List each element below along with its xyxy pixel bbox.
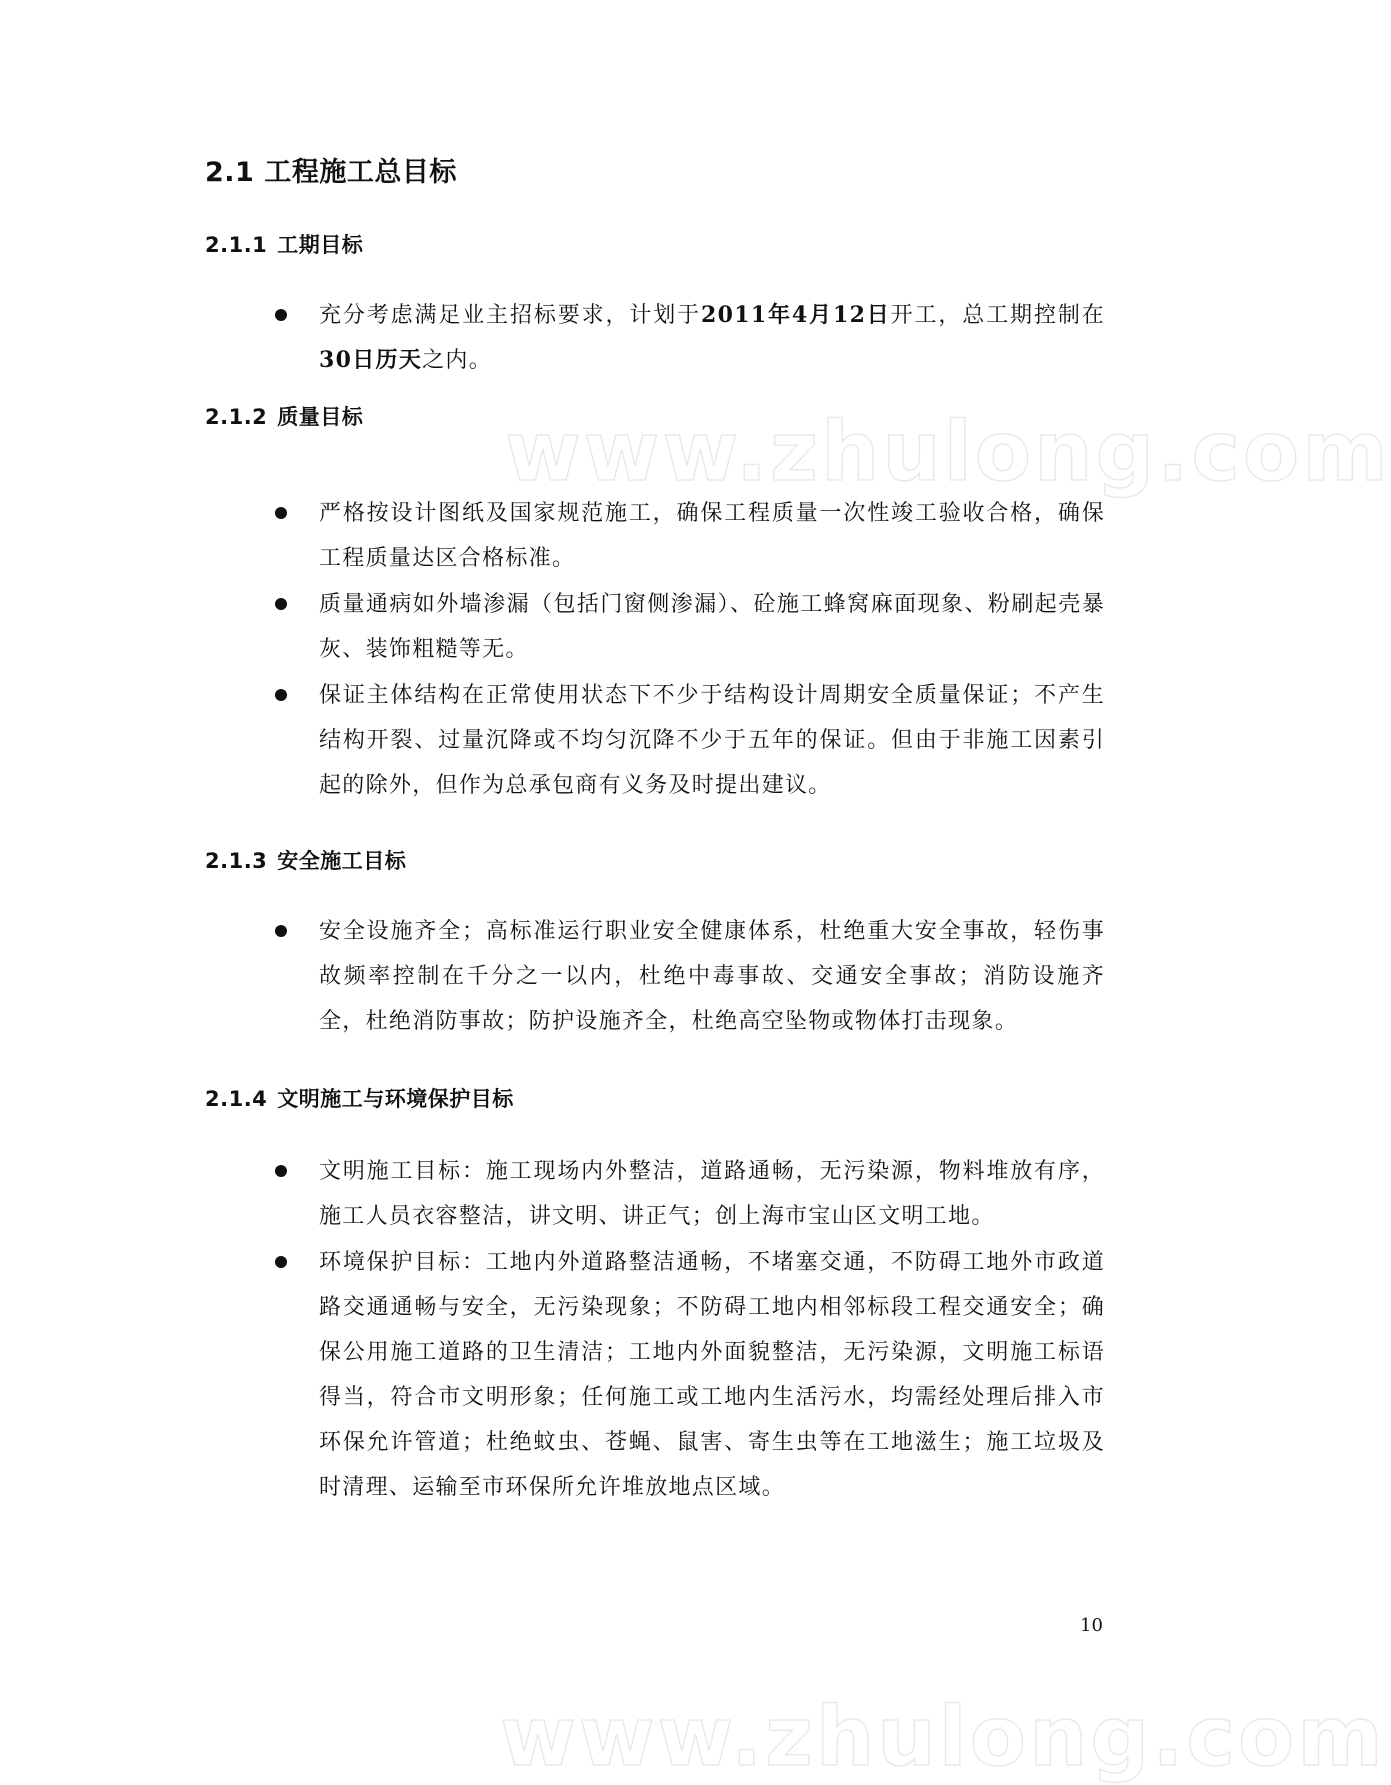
bullet-dot-icon [275, 1165, 287, 1177]
bullet-dot-icon [275, 689, 287, 701]
subsection-title: 质量目标 [277, 405, 364, 429]
subsection-number: 2.1.2 [205, 405, 268, 429]
bullet-item [275, 1240, 1105, 1510]
body-text: 文明施工目标：施工现场内外整洁，道路通畅，无污染源，物料堆放有序，施工人员衣容整洁，讲文明、讲正气；创上海市宝山区文明工地。 [319, 1159, 1105, 1229]
subsection-number: 2.1.4 [205, 1087, 268, 1111]
page-number: 10 [1080, 1615, 1103, 1636]
subsection-heading-2-1-1 [205, 230, 363, 260]
bullet-item [275, 1149, 1105, 1239]
bullet-list [275, 909, 1105, 1045]
bullet-dot-icon [275, 925, 287, 937]
bullet-list [275, 491, 1105, 809]
body-text: 之内。 [422, 348, 493, 373]
subsection-title: 文明施工与环境保护目标 [277, 1087, 514, 1111]
subsection-heading-2-1-3 [205, 846, 406, 876]
body-text: 保证主体结构在正常使用状态下不少于结构设计周期安全质量保证；不产生结构开裂、过量沉降或不均匀沉降不少于五年的保证。但由于非施工因素引起的除外，但作为总承包商有义务及时提出建议。 [319, 683, 1105, 798]
body-text: 质量通病如外墙渗漏（包括门窗侧渗漏）、砼施工蜂窝麻面现象、粉刷起壳暴灰、装饰粗糙等无。 [319, 592, 1105, 662]
subsection-heading-2-1-2 [205, 402, 363, 432]
watermark: www.zhulong.com [500, 1690, 1386, 1785]
body-text: 开工，总工期控制在 [890, 303, 1105, 328]
bullet-list [275, 293, 1105, 384]
bullet-dot-icon [275, 507, 287, 519]
bullet-item [275, 673, 1105, 808]
bullet-dot-icon [275, 309, 287, 321]
bold-text: 2011年4月12日 [701, 302, 891, 328]
subsection-heading-2-1-4 [205, 1084, 514, 1114]
body-text: 安全设施齐全；高标准运行职业安全健康体系，杜绝重大安全事故，轻伤事故频率控制在千分之一以内，杜绝中毒事故、交通安全事故；消防设施齐全，杜绝消防事故；防护设施齐全，杜绝高空坠物或物体打击现象。 [319, 919, 1105, 1034]
bullet-item [275, 293, 1105, 383]
section-number: 2.1 [205, 157, 255, 188]
bold-text: 30日历天 [319, 347, 423, 373]
section-heading [205, 153, 457, 193]
bullet-dot-icon [275, 598, 287, 610]
subsection-title: 工期目标 [277, 233, 364, 257]
bullet-item [275, 491, 1105, 581]
bullet-item [275, 909, 1105, 1044]
subsection-title: 安全施工目标 [277, 849, 407, 873]
watermark: www.zhulong.com [505, 405, 1391, 500]
body-text: 充分考虑满足业主招标要求，计划于 [319, 303, 702, 328]
bullet-list [275, 1149, 1105, 1511]
body-text: 严格按设计图纸及国家规范施工，确保工程质量一次性竣工验收合格，确保工程质量达区合格标准。 [319, 501, 1105, 571]
body-text: 环境保护目标：工地内外道路整洁通畅，不堵塞交通，不防碍工地外市政道路交通通畅与安全，无污染现象；不防碍工地内相邻标段工程交通安全；确保公用施工道路的卫生清洁；工地内外面貌整洁，无污染源，文明施工标语得当，符合市文明形象；任何施工或工地内生活污水，均需经处理后排入市环保允许管道；杜绝蚊虫、苍蝇、鼠害、寄生虫等在工地滋生；施工垃圾及时清理、运输至市环保所允许堆放地点区域。 [319, 1250, 1105, 1500]
subsection-number: 2.1.1 [205, 233, 268, 257]
section-title: 工程施工总目标 [264, 157, 457, 188]
bullet-item [275, 582, 1105, 672]
subsection-number: 2.1.3 [205, 849, 268, 873]
bullet-dot-icon [275, 1256, 287, 1268]
